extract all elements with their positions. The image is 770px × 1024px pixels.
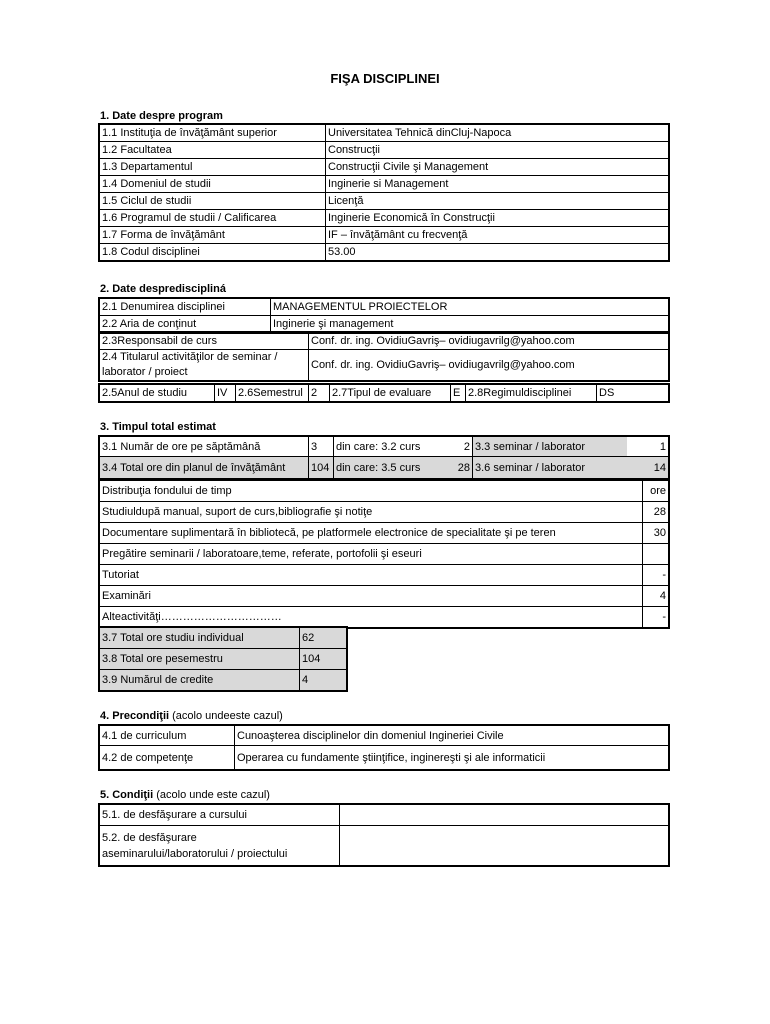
table-row	[100, 457, 669, 479]
cell: 2.7Tipul de evaluare	[330, 385, 451, 402]
cell: ore	[643, 481, 669, 502]
cell: IF – învăţământ cu frecvenţă	[326, 227, 669, 244]
cell: 1.7 Forma de învăţământ	[100, 227, 326, 244]
cell: 104	[309, 457, 334, 479]
distribution-table	[99, 480, 669, 628]
cell: 3	[309, 437, 334, 457]
cell: 1.1 Instituţia de învăţământ superior	[100, 125, 326, 142]
discipline-table-3	[99, 384, 669, 402]
preconditions-table	[99, 725, 669, 770]
cell: MANAGEMENTUL PROIECTELOR	[271, 299, 669, 316]
table-row	[100, 805, 669, 826]
cell: 28	[438, 457, 473, 479]
cell-line: aseminarului/laboratorului / proiectului	[102, 847, 288, 860]
cell: 2.6Semestrul	[236, 385, 309, 402]
cell: 3.4 Total ore din planul de învăţământ	[100, 457, 309, 479]
table-row	[100, 726, 669, 746]
table-row	[100, 544, 669, 565]
cell: 2.5Anul de studiu	[100, 385, 215, 402]
table-row	[100, 193, 669, 210]
table-row	[100, 586, 669, 607]
table-row	[100, 210, 669, 227]
table-row	[100, 670, 347, 691]
cell: 1.3 Departamentul	[100, 159, 326, 176]
cell: din care: 3.5 curs	[334, 457, 439, 479]
cell: Alteactivităţi……………………………	[100, 607, 643, 628]
cell: 1.5 Ciclul de studii	[100, 193, 326, 210]
program-table	[99, 124, 669, 261]
table-row	[100, 502, 669, 523]
cell: 2.1 Denumirea disciplinei	[100, 299, 271, 316]
table-row	[100, 607, 669, 628]
cell: Pregătire seminarii / laboratoare,teme, referate, portofolii şi eseuri	[100, 544, 643, 565]
table-row	[100, 385, 669, 402]
discipline-table-2	[99, 332, 669, 381]
cell: Inginerie Economică în Construcţii	[326, 210, 669, 227]
section-1-heading: 1. Date despre program	[100, 110, 223, 122]
cell: Operarea cu fundamente ştiinţifice, inginereşti şi ale informaticii	[235, 746, 669, 770]
table-row	[100, 176, 669, 193]
cell: 2.8Regimuldisciplinei	[466, 385, 597, 402]
table-row	[100, 333, 669, 350]
cell: Cunoaşterea disciplinelor din domeniul Ingineriei Civile	[235, 726, 669, 746]
cell: -	[643, 565, 669, 586]
table-row	[100, 244, 669, 261]
cell: 3.6 seminar / laborator	[473, 457, 628, 479]
table-row	[100, 628, 347, 649]
cell: 3.8 Total ore pesemestru	[100, 649, 300, 670]
cell: Examinări	[100, 586, 643, 607]
cell-line: laborator / proiect	[102, 366, 188, 378]
cell: 62	[300, 628, 347, 649]
cell: 3.3 seminar / laborator	[473, 437, 628, 457]
time-table	[99, 436, 669, 479]
document-title: FIŞA DISCIPLINEI	[330, 71, 440, 86]
cell: Documentare suplimentară în bibliotecă, pe platformele electronice de specialitate şi pe teren	[100, 523, 643, 544]
cell: 4	[300, 670, 347, 691]
cell: 1.2 Facultatea	[100, 142, 326, 159]
cell: 2	[309, 385, 330, 402]
cell	[643, 544, 669, 565]
cell: E	[451, 385, 466, 402]
section-5-heading: 5. Condiţii (acolo unde este cazul)	[100, 789, 270, 801]
cell: 28	[643, 502, 669, 523]
cell: 2.2 Aria de conţinut	[100, 316, 271, 333]
cell: 1.4 Domeniul de studii	[100, 176, 326, 193]
cell: Universitatea Tehnică dinCluj-Napoca	[326, 125, 669, 142]
cell: 1	[627, 437, 669, 457]
cell: Tutoriat	[100, 565, 643, 586]
cell: Distribuţia fondului de timp	[100, 481, 643, 502]
cell: 104	[300, 649, 347, 670]
cell: Construcţii Civile şi Management	[326, 159, 669, 176]
table-row	[100, 159, 669, 176]
table-row	[100, 316, 669, 333]
cell: 3.1 Număr de ore pe săptămână	[100, 437, 309, 457]
table-row	[100, 142, 669, 159]
cell: 4.2 de competenţe	[100, 746, 235, 770]
cell: 53.00	[326, 244, 669, 261]
cell: Studiuldupă manual, suport de curs,bibliografie şi notiţe	[100, 502, 643, 523]
table-row	[100, 523, 669, 544]
cell: Inginerie si Management	[326, 176, 669, 193]
table-row	[100, 227, 669, 244]
section-4-heading: 4. Precondiţii (acolo undeeste cazul)	[100, 710, 283, 722]
empty-cell	[340, 805, 669, 826]
table-row	[100, 481, 669, 502]
cell: IV	[215, 385, 236, 402]
cell: 4.1 de curriculum	[100, 726, 235, 746]
table-row	[100, 565, 669, 586]
cell: 3.7 Total ore studiu individual	[100, 628, 300, 649]
discipline-table	[99, 298, 669, 333]
table-row	[100, 826, 669, 866]
table-row	[100, 746, 669, 770]
cell: 4	[643, 586, 669, 607]
table-row	[100, 350, 669, 381]
section-3-heading: 3. Timpul total estimat	[100, 421, 216, 433]
cell: 3.9 Numărul de credite	[100, 670, 300, 691]
table-row	[100, 125, 669, 142]
cell: -	[643, 607, 669, 628]
section-2-heading: 2. Date desprediscipliná	[100, 283, 226, 295]
conditions-table	[99, 804, 669, 866]
cell: Inginerie şi management	[271, 316, 669, 333]
cell: DS	[597, 385, 669, 402]
cell: Conf. dr. ing. OvidiuGavriş– ovidiugavrilg@yahoo.com	[309, 333, 669, 350]
cell: 30	[643, 523, 669, 544]
cell: 1.6 Programul de studii / Calificarea	[100, 210, 326, 227]
cell: Licenţă	[326, 193, 669, 210]
cell: Construcţii	[326, 142, 669, 159]
cell: Conf. dr. ing. OvidiuGavriş– ovidiugavrilg@yahoo.com	[309, 350, 669, 381]
cell: din care: 3.2 curs	[334, 437, 439, 457]
cell: 5.1. de desfăşurare a cursului	[100, 805, 340, 826]
cell: 2	[438, 437, 473, 457]
totals-table	[99, 627, 347, 691]
empty-cell	[340, 826, 669, 866]
cell: 2.3Responsabil de curs	[100, 333, 309, 350]
table-row	[100, 299, 669, 316]
table-row	[100, 437, 669, 457]
cell: 1.8 Codul disciplinei	[100, 244, 326, 261]
cell-line: 2.4 Titularul activităţilor de seminar /	[102, 351, 278, 363]
cell: 14	[627, 457, 669, 479]
cell-line: 5.2. de desfăşurare	[102, 831, 197, 844]
table-row	[100, 649, 347, 670]
